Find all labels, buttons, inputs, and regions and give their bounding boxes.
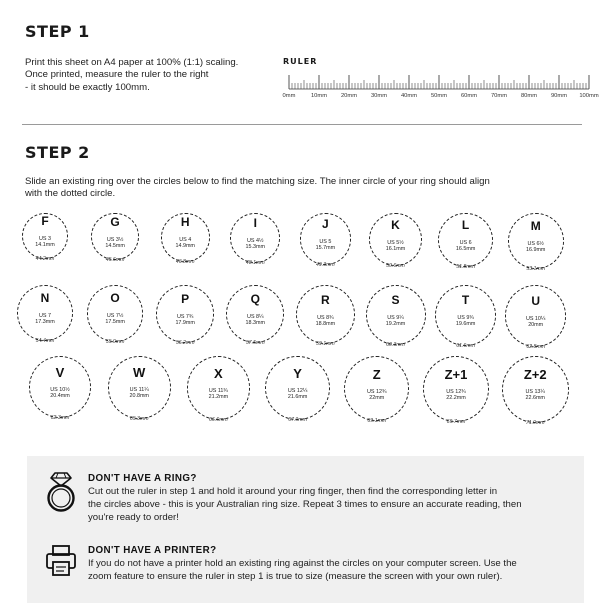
ring-size-letter: I: [253, 216, 257, 231]
ring-size-circumference: 66.6mm: [209, 416, 228, 423]
no-ring-heading: DON'T HAVE A RING?: [88, 473, 197, 484]
ring-size-i: [230, 213, 280, 273]
ring-size-letter: U: [531, 293, 541, 308]
ring-size-letter: K: [391, 217, 400, 232]
step1-line: Print this sheet on A4 paper at 100% (1:1) scaling.: [25, 57, 239, 68]
ring-size-us: US 3½: [106, 236, 124, 243]
ring-size-circumference: 71.0mm: [525, 419, 545, 426]
ruler-tick-label: 50mm: [430, 93, 448, 99]
ruler-tick-labels: [282, 93, 599, 103]
ring-size-us: US 9¾: [457, 315, 474, 322]
ring-size-circumference: 50.6mm: [386, 263, 405, 269]
ring-size-j: [300, 213, 352, 275]
ring-size-circumference: 51.8mm: [456, 264, 475, 271]
step1-instructions: [25, 57, 275, 94]
ring-size-y: [265, 356, 329, 430]
ruler-tick-label: 100mm: [579, 93, 599, 99]
ring-size-letter: M: [530, 218, 541, 233]
ring-size-diameter: 19.6mm: [455, 321, 476, 328]
ring-size-diameter: 15.7mm: [315, 244, 336, 251]
ring-size-diameter: 16.5mm: [455, 246, 476, 253]
ring-size-diameter: 14.1mm: [35, 242, 55, 248]
ring-size-us: US 8¼: [247, 314, 264, 321]
ring-size-us: US 7: [39, 313, 51, 319]
no-printer-text: [88, 558, 578, 584]
ring-size-z-plus-1: [423, 356, 489, 432]
ring-size-circumference: 44.2mm: [35, 256, 55, 262]
step1-line: - it should be exactly 100mm.: [25, 81, 150, 93]
ruler-tick-label: 80mm: [520, 93, 538, 99]
ring-size-circumference: 57.5mm: [245, 340, 265, 347]
ruler-tick-label: 0mm: [282, 93, 296, 99]
no-ring-line: Cut out the ruler in step 1 and hold it around your ring finger, then find the corresponding letter in: [88, 486, 498, 497]
ring-size-letter: Z+2: [523, 367, 547, 383]
ring-size-circumference: 60.3mm: [386, 342, 405, 348]
ring-size-us: US 12¾: [367, 388, 387, 395]
ruler-tick-label: 90mm: [550, 93, 568, 99]
ring-size-us: US 7¾: [176, 313, 194, 320]
ruler-tick-label: 30mm: [370, 93, 388, 99]
ring-size-s: [366, 285, 426, 355]
ring-size-letter: H: [180, 215, 190, 230]
ring-size-circumference: 65.3mm: [129, 415, 149, 422]
ring-size-diameter: 20mm: [528, 321, 544, 328]
ring-size-letter: V: [55, 365, 65, 380]
ring-size-circumference: 45.6mm: [105, 257, 125, 264]
ring-size-diameter: 19.2mm: [385, 321, 406, 327]
ring-size-letter: L: [461, 218, 470, 233]
ring-size-letter: G: [110, 214, 120, 229]
ring-size-us: US 6: [459, 240, 472, 247]
ring-size-diameter: 17.5mm: [105, 319, 125, 326]
ring-size-circumference: 56.2mm: [175, 339, 195, 346]
ring-size-p: [156, 285, 214, 353]
ruler-ticks-graphic: [283, 69, 595, 91]
ring-size-letter: R: [321, 292, 330, 307]
help-panel: [27, 456, 584, 603]
ring-size-letter: Y: [293, 366, 302, 382]
ring-size-w: [108, 356, 171, 429]
ring-size-l: [438, 213, 492, 277]
ring-size-circumference: 46.8mm: [175, 258, 195, 265]
no-ring-line: the circles above - this is your Australian ring size. Repeat 3 times to ensure an accurate reading, then: [88, 498, 522, 510]
no-printer-line: If you do not have a printer hold an existing ring against the circles on your computer screen. Use the: [88, 558, 517, 569]
ring-size-circumference: 67.9mm: [288, 417, 307, 424]
ruler: [282, 69, 599, 103]
ring-size-letter: X: [214, 365, 223, 381]
ruler-tick-label: 20mm: [340, 93, 358, 99]
ring-size-z-plus-2: [502, 356, 569, 433]
ring-size-diameter: 22.6mm: [525, 395, 545, 402]
ring-size-circumference: 69.1mm: [367, 418, 387, 425]
ring-size-circumference: 61.6mm: [456, 342, 475, 349]
ring-size-letter: Z: [372, 366, 381, 382]
ruler-tick-label: 40mm: [400, 93, 418, 99]
ring-size-letter: P: [181, 291, 190, 306]
ring-size-diameter: 14.5mm: [105, 242, 125, 249]
ring-size-circumference: 48.1mm: [245, 260, 265, 267]
ring-size-us: US 11¾: [208, 387, 228, 394]
ruler-label: RULER: [283, 57, 318, 66]
step2-title: STEP 2: [25, 143, 90, 162]
ring-size-diameter: 17.3mm: [35, 319, 55, 325]
ring-size-q: [226, 285, 284, 353]
ring-size-m: [508, 213, 564, 279]
ring-size-g: [91, 213, 138, 270]
ring-size-us: US 12¼: [287, 388, 308, 395]
ring-size-letter: N: [40, 291, 50, 305]
ring-size-us: US 3: [39, 236, 51, 242]
ring-size-us: US 4: [179, 237, 192, 244]
ring-size-circumference: 49.3mm: [316, 261, 335, 268]
step2-line: with the dotted circle.: [25, 188, 116, 200]
no-ring-text: [88, 486, 578, 524]
ruler-tick-label: 10mm: [310, 93, 328, 99]
ring-size-circumference: 62.8mm: [526, 343, 546, 350]
ring-size-x: [187, 356, 251, 430]
no-printer-line: zoom feature to ensure the ruler in step 1 is true to size (measure the screen with your own ruler).: [88, 570, 503, 582]
ring-size-us: US 4½: [247, 238, 264, 245]
ring-size-us: US 8¾: [317, 314, 334, 321]
ring-size-letter: W: [133, 365, 146, 381]
section-divider: [22, 124, 582, 125]
ring-size-circumference: 59.1mm: [316, 341, 335, 348]
ring-size-letter: T: [461, 293, 470, 308]
ring-size-circumference: 69.7mm: [446, 419, 466, 425]
ring-size-diameter: 18.8mm: [315, 320, 336, 327]
step2-instructions: [25, 176, 585, 201]
step1-title: STEP 1: [25, 22, 90, 41]
ring-size-circumference: 53.1mm: [526, 265, 546, 272]
ring-size-us: US 12¾: [446, 389, 466, 395]
ring-size-letter: J: [322, 216, 329, 231]
ring-icon: [44, 469, 78, 513]
ring-size-diameter: 21.2mm: [208, 393, 229, 400]
ring-size-diameter: 17.9mm: [175, 319, 195, 326]
ring-size-us: US 9¼: [387, 315, 404, 321]
ring-size-k: [369, 213, 422, 276]
ring-size-v: [29, 356, 91, 428]
ring-size-circumference: 62.3mm: [50, 415, 70, 421]
ring-size-letter: F: [41, 214, 49, 228]
ring-size-circumference: 54.4mm: [35, 338, 55, 344]
step1-line: Once printed, measure the ruler to the right: [25, 69, 209, 81]
step2-line: Slide an existing ring over the circles below to find the matching size. The inner circle of your ring should align: [25, 176, 490, 187]
ring-size-t: [435, 285, 496, 356]
ring-size-diameter: 15.3mm: [245, 244, 266, 251]
ring-size-f: [22, 213, 68, 269]
ring-size-us: US 10¼: [525, 315, 546, 322]
ring-size-diameter: 14.9mm: [175, 243, 195, 250]
ruler-tick-label: 70mm: [490, 93, 508, 99]
ring-size-diameter: 21.6mm: [287, 394, 308, 401]
ring-size-letter: Z+1: [444, 367, 468, 382]
ring-size-diameter: 18.3mm: [245, 320, 266, 327]
no-printer-heading: DON'T HAVE A PRINTER?: [88, 545, 217, 556]
ring-size-letter: Q: [250, 292, 260, 307]
ring-size-diameter: 20.8mm: [129, 393, 149, 400]
ring-size-u: [505, 285, 567, 357]
ring-size-h: [161, 213, 210, 272]
ring-size-diameter: 16.1mm: [385, 245, 406, 252]
ring-size-circumference: 55.0mm: [105, 338, 125, 345]
ring-size-n: [17, 285, 73, 351]
printer-icon: [45, 544, 77, 578]
ring-size-o: [87, 285, 144, 352]
ring-size-us: US 13¼: [525, 389, 545, 396]
ring-size-us: US 5: [319, 238, 332, 245]
ring-size-letter: O: [110, 291, 120, 306]
ring-size-z: [344, 356, 409, 431]
no-ring-line: you're ready to order!: [88, 511, 179, 523]
ring-size-us: US 6½: [527, 240, 544, 247]
ring-size-r: [296, 285, 355, 354]
ring-size-us: US 10½: [50, 387, 70, 393]
ring-size-us: US 7½: [106, 313, 124, 320]
ring-size-letter: S: [391, 293, 400, 307]
ring-size-us: US 5½: [387, 239, 404, 246]
ring-size-diameter: 20.4mm: [50, 393, 70, 399]
ring-size-diameter: 16.9mm: [525, 246, 546, 253]
ring-size-diameter: 22mm: [369, 394, 385, 401]
ruler-tick-label: 60mm: [460, 93, 478, 99]
ring-size-diameter: 22.2mm: [446, 395, 466, 401]
ring-size-us: US 11¼: [129, 387, 149, 394]
